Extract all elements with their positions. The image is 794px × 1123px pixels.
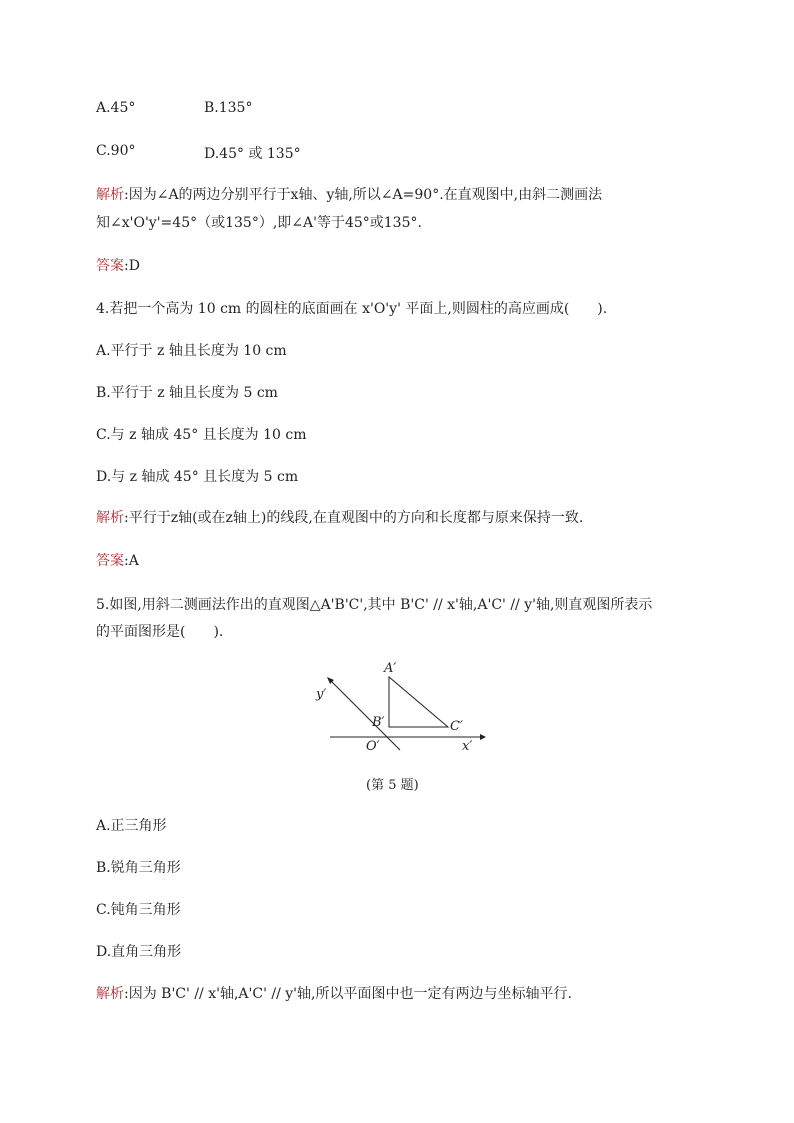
- triangle-abc: [389, 677, 448, 727]
- q4-answer-value: :A: [124, 553, 139, 569]
- q5-figure-caption: (第 5 题): [366, 778, 419, 793]
- q4-option-c: C.与 z 轴成 45° 且长度为 10 cm: [96, 427, 307, 443]
- q4-analysis-label: 解析: [96, 510, 124, 526]
- label-a: A′: [384, 661, 397, 676]
- q5-analysis: [96, 984, 572, 1004]
- q3-option-b: B.135°: [204, 100, 253, 116]
- q5-option-d: D.直角三角形: [96, 944, 182, 960]
- q5-option-a: A.正三角形: [96, 818, 167, 834]
- label-o: O′: [366, 739, 380, 754]
- q3-option-a: A.45°: [96, 100, 136, 116]
- q3-options-row-2: [96, 143, 696, 163]
- q4-analysis: [96, 508, 583, 528]
- q4-analysis-text: :平行于z轴(或在z轴上)的线段,在直观图中的方向和长度都与原来保持一致.: [124, 510, 584, 526]
- q5-figure: [300, 650, 500, 760]
- label-b: B′: [372, 715, 385, 730]
- q5-option-b: B.锐角三角形: [96, 860, 181, 876]
- q5-analysis-text: :因为 B'C' // x'轴,A'C' // y'轴,所以平面图中也一定有两边与坐标轴平行.: [124, 986, 572, 1002]
- q3-analysis-label: 解析: [96, 187, 124, 203]
- q4-answer: [96, 551, 139, 571]
- x-axis-arrow: [480, 734, 486, 740]
- label-c: C′: [450, 719, 463, 734]
- q3-option-d: D.45° 或 135°: [204, 146, 301, 162]
- q3-option-c: C.90°: [96, 143, 136, 159]
- q3-analysis-line-2: 知∠x'O'y'=45°（或135°）,即∠A'等于45°或135°.: [96, 215, 422, 231]
- label-y: y′: [316, 687, 327, 702]
- q4-option-d: D.与 z 轴成 45° 且长度为 5 cm: [96, 469, 299, 485]
- q4-stem: 4.若把一个高为 10 cm 的圆柱的底面画在 x'O'y' 平面上,则圆柱的高应画成( ).: [96, 301, 608, 317]
- q5-stem-line-2: 的平面图形是( ).: [96, 624, 224, 640]
- q4-option-a: A.平行于 z 轴且长度为 10 cm: [96, 343, 287, 359]
- q4-option-b: B.平行于 z 轴且长度为 5 cm: [96, 385, 278, 401]
- q5-stem-line-1: 5.如图,用斜二测画法作出的直观图△A'B'C',其中 B'C' // x'轴,A'C' // y'轴,则直观图所表示: [96, 597, 653, 613]
- q3-analysis-line-1: [96, 185, 602, 205]
- q5-analysis-label: 解析: [96, 986, 124, 1002]
- q3-answer-value: :D: [124, 258, 140, 274]
- q3-options-row-1: [96, 100, 696, 120]
- label-x: x′: [462, 739, 473, 754]
- q4-answer-label: 答案: [96, 553, 124, 569]
- q3-answer-label: 答案: [96, 258, 124, 274]
- q5-option-c: C.钝角三角形: [96, 902, 181, 918]
- q3-answer: [96, 256, 140, 276]
- q3-analysis-text-1: :因为∠A的两边分别平行于x轴、y轴,所以∠A=90°.在直观图中,由斜二测画法: [124, 187, 603, 203]
